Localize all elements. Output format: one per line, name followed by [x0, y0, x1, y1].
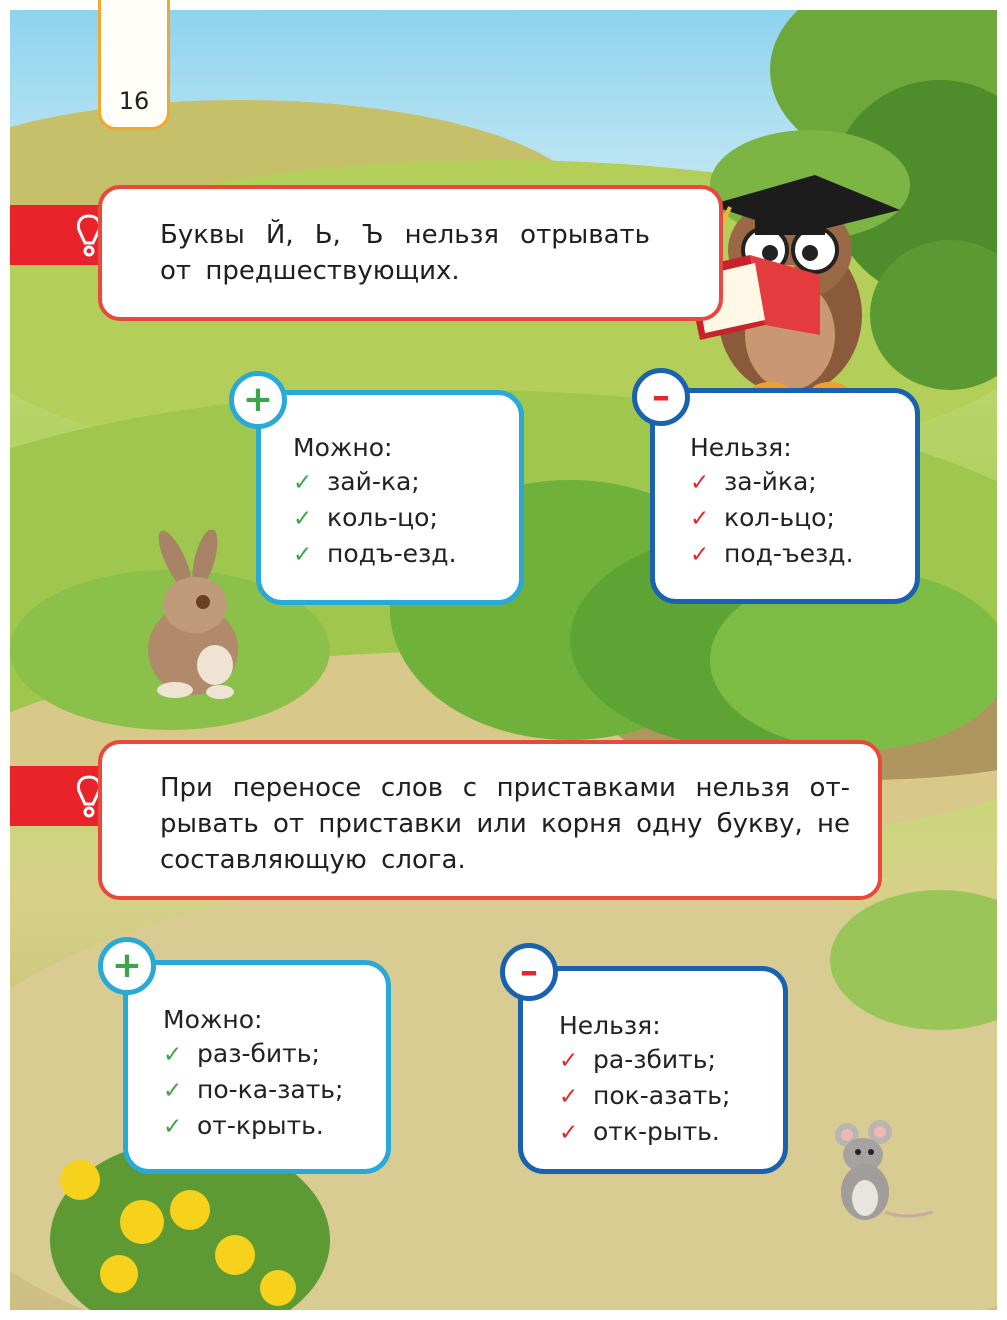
- rule-1-line-1: Буквы Й, Ь, Ъ нельзя отрывать: [160, 220, 650, 250]
- rabbit-illustration: [135, 530, 250, 700]
- forbidden-item: ✓ ра-збить;: [559, 1045, 716, 1074]
- rule-2-line-3: составляющую слога.: [160, 845, 466, 875]
- check-icon: ✓: [690, 506, 710, 532]
- page-number: 16: [118, 87, 150, 115]
- forbidden-item: ✓ кол-ьцо;: [690, 503, 835, 532]
- allowed-heading: Можно:: [163, 1005, 263, 1034]
- plus-badge-icon: +: [229, 371, 287, 429]
- check-icon: ✓: [293, 470, 313, 496]
- mouse-illustration: [825, 1120, 935, 1225]
- page-number-tab: [98, 0, 170, 130]
- check-icon: ✓: [559, 1084, 579, 1110]
- check-icon: ✓: [163, 1114, 183, 1140]
- minus-badge-icon: –: [632, 368, 690, 426]
- rule-box-2: [98, 740, 882, 900]
- check-icon: ✓: [163, 1078, 183, 1104]
- check-icon: ✓: [293, 542, 313, 568]
- allowed-card-1: [256, 390, 524, 605]
- check-icon: ✓: [559, 1048, 579, 1074]
- minus-badge-icon: –: [500, 943, 558, 1001]
- plus-badge-icon: +: [98, 937, 156, 995]
- forbidden-item: ✓ пок-азать;: [559, 1081, 731, 1110]
- check-icon: ✓: [690, 470, 710, 496]
- allowed-item: ✓ по-ка-зать;: [163, 1075, 344, 1104]
- check-icon: ✓: [690, 542, 710, 568]
- rule-2-line-1: При переносе слов с приставками нельзя от-: [160, 773, 850, 803]
- rule-1-line-2: от предшествующих.: [160, 256, 460, 286]
- rule-2-line-2: рывать от приставки или корня одну букву, не: [160, 809, 850, 839]
- allowed-item: ✓ зай-ка;: [293, 467, 420, 496]
- check-icon: ✓: [293, 506, 313, 532]
- forbidden-card-1: [650, 388, 920, 604]
- allowed-card-2: [123, 960, 391, 1174]
- allowed-heading: Можно:: [293, 433, 393, 462]
- forbidden-item: ✓ отк-рыть.: [559, 1117, 720, 1146]
- check-icon: ✓: [559, 1120, 579, 1146]
- forbidden-card-2: [518, 966, 788, 1174]
- forbidden-heading: Нельзя:: [690, 433, 792, 462]
- forbidden-item: ✓ под-ъезд.: [690, 539, 854, 568]
- forbidden-item: ✓ за-йка;: [690, 467, 817, 496]
- allowed-item: ✓ подъ-езд.: [293, 539, 457, 568]
- check-icon: ✓: [163, 1042, 183, 1068]
- allowed-item: ✓ от-крыть.: [163, 1111, 324, 1140]
- allowed-item: ✓ коль-цо;: [293, 503, 438, 532]
- rule-box-1: [98, 185, 723, 321]
- allowed-item: ✓ раз-бить;: [163, 1039, 320, 1068]
- forbidden-heading: Нельзя:: [559, 1011, 661, 1040]
